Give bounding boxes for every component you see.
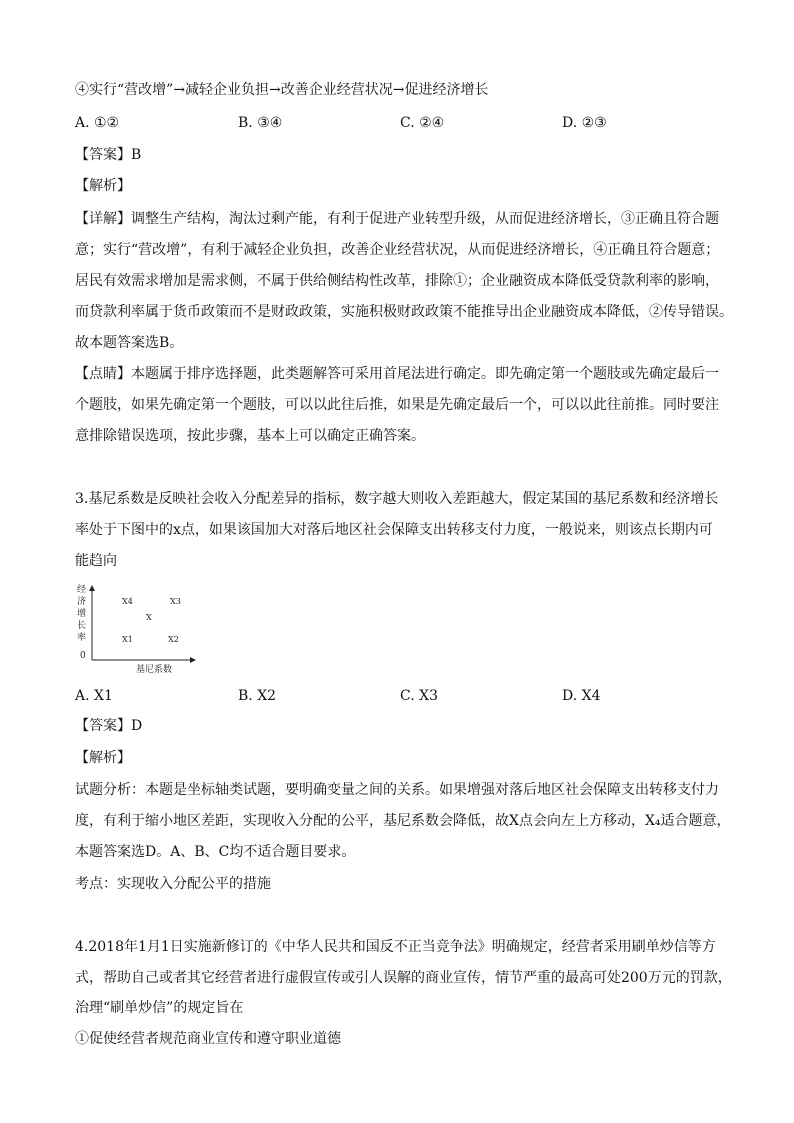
- q2-option-c: C. ②④: [400, 115, 445, 131]
- q4-item-1: ①促使经营者规范商业宣传和遵守职业道德: [75, 1031, 341, 1047]
- point-label-x1: X1: [122, 635, 133, 644]
- q2-comment-line: 个题肢，如果先确定第一个题肢，可以以此往后推，如果是先确定最后一个，可以以此往前推。同时要注: [75, 397, 719, 413]
- q2-option-a: A. ①②: [75, 115, 120, 131]
- q2-analysis-header: 【解析】: [75, 178, 131, 194]
- y-axis-label-char: 经: [77, 585, 87, 595]
- q3-analysis-line: 本题答案选D。A、B、C均不适合题目要求。: [75, 844, 356, 860]
- q3-analysis-line: 试题分析：本题是坐标轴类试题，要明确变量之间的关系。如果增强对落后地区社会保障支出转移支付力: [75, 782, 719, 798]
- q3-answer: 【答案】D: [75, 718, 143, 734]
- y-axis-label-char: 率: [77, 633, 87, 643]
- q4-stem-line: 4.2018年1月1日实施新修订的《中华人民共和国反不正当竞争法》明确规定，经营者采用刷单炒信等方: [75, 939, 716, 955]
- q3-option-c: C. X3: [400, 688, 438, 704]
- q2-detail-line: 意；实行“营改增”，有利于减轻企业负担，改善企业经营状况，从而促进经济增长，④正确且符合题意；: [75, 242, 720, 258]
- chart-svg: [70, 580, 200, 675]
- q2-option-b: B. ③④: [238, 115, 283, 131]
- q3-analysis-header: 【解析】: [75, 750, 131, 766]
- q2-detail-line: 而贷款利率属于货币政策而不是财政政策，实施积极财政政策不能推导出企业融资成本降低，②传导错误。: [75, 304, 733, 320]
- q2-item-4: ④实行“营改增”→减轻企业负担→改善企业经营状况→促进经济增长: [75, 82, 489, 98]
- point-label-x2: X2: [168, 635, 179, 644]
- q3-analysis-line: 度，有利于缩小地区差距，实现收入分配的公平，基尼系数会降低，故X点会向左上方移动，X₄适合题意，: [75, 813, 731, 829]
- y-axis-label-char: 增: [77, 609, 87, 619]
- q2-comment-line: 【点睛】本题属于排序选择题，此类题解答可采用首尾法进行确定。即先确定第一个题肢或先确定最后一: [75, 366, 719, 382]
- x-axis-label: 基尼系数: [136, 665, 173, 675]
- q4-stem-line: 治理“刷单炒信”的规定旨在: [75, 1000, 244, 1016]
- q3-option-a: A. X1: [75, 688, 113, 704]
- y-axis-label-char: 长: [77, 621, 87, 631]
- point-label-x: X: [146, 613, 152, 622]
- y-axis-label-char: 济: [77, 597, 87, 607]
- q2-option-d: D. ②③: [562, 115, 607, 131]
- gini-growth-chart: [70, 580, 200, 675]
- q3-kaodian: 考点：实现收入分配公平的措施: [75, 876, 271, 892]
- q2-comment-line: 意排除错误选项，按此步骤，基本上可以确定正确答案。: [75, 428, 425, 444]
- q4-stem-line: 式，帮助自己或者其它经营者进行虚假宣传或引人误解的商业宣传，情节严重的最高可处200万元的罚款，: [75, 970, 732, 986]
- q3-stem-line: 能趋向: [75, 553, 117, 569]
- q2-detail-line: 故本题答案选B。: [75, 335, 184, 351]
- q3-option-d: D. X4: [562, 688, 601, 704]
- origin-label: 0: [80, 651, 86, 661]
- point-label-x4: X4: [122, 597, 133, 606]
- q3-stem-line: 3.基尼系数是反映社会收入分配差异的指标，数字越大则收入差距越大，假定某国的基尼系数和经济增长: [75, 491, 719, 507]
- q3-option-b: B. X2: [238, 688, 277, 704]
- q2-detail-line: 【详解】调整生产结构，淘汰过剩产能，有利于促进产业转型升级，从而促进经济增长，③正确且符合题: [75, 211, 719, 227]
- q2-answer: 【答案】B: [75, 147, 142, 163]
- q3-stem-line: 率处于下图中的x点，如果该国加大对落后地区社会保障支出转移支付力度，一般说来，则该点长期内可: [75, 522, 713, 538]
- point-label-x3: X3: [170, 597, 181, 606]
- q2-detail-line: 居民有效需求增加是需求侧，不属于供给侧结构性改革，排除①；企业融资成本降低受贷款利率的影响，: [75, 273, 719, 289]
